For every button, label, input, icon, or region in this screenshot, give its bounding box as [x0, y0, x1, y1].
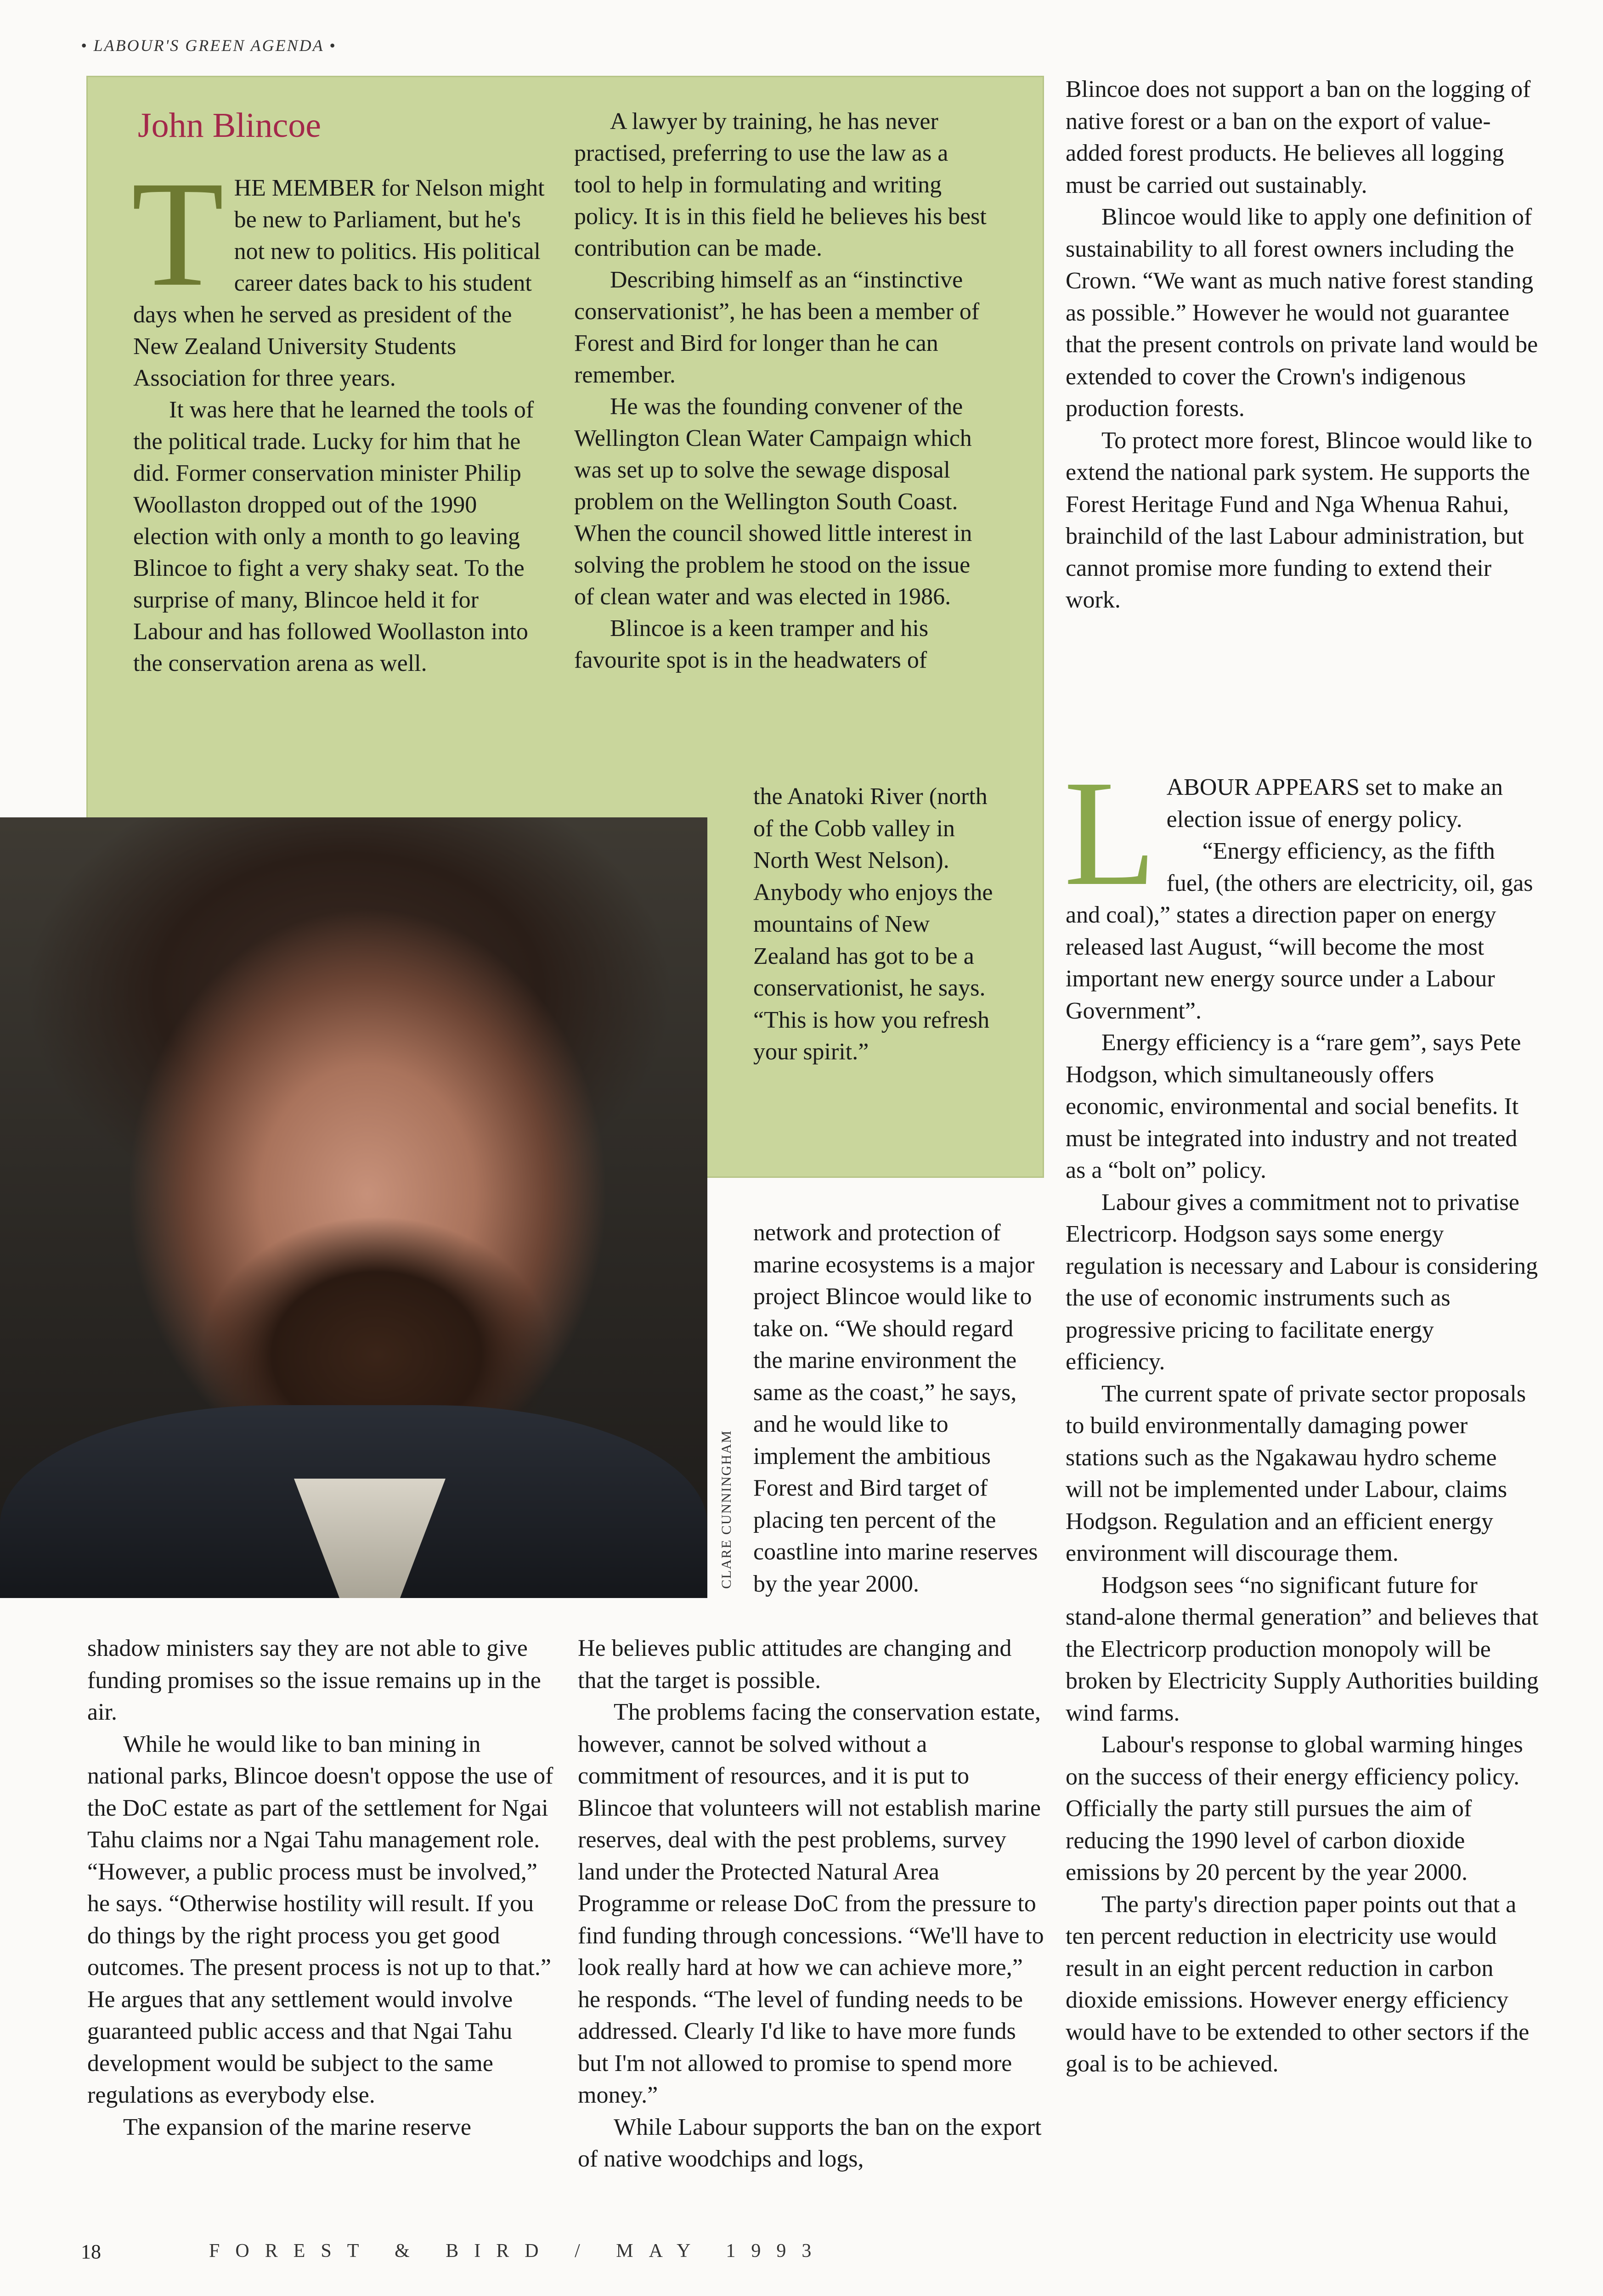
energy-paragraph: “Energy efficiency, as the fifth fuel, (the others are electricity, oil, gas and coal),” states a direction paper on energy released last August, “will become the most important new energy source under a Labour Government”. — [1066, 838, 1533, 1024]
sidebar-paragraph: It was here that he learned the tools of the political trade. Lucky for him that he did. Former conservation minister Philip Woollaston dropped out of the 1990 election with only a month to go leaving Blincoe to fight a very shaky seat. To the surprise of many, Blincoe held it for Labour and has followed Woollaston into the conservation arena as well. — [133, 397, 534, 676]
energy-paragraph: The party's direction paper points out that a ten percent reduction in electricity use would result in an eight percent reduction in carbon dioxide emissions. However energy efficiency would have to be extended to other sectors if the goal is to be achieved. — [1066, 1891, 1530, 2077]
sidebar-paragraph: HE MEMBER for Nelson might be new to Parliament, but he's not new to politics. His political career dates back to his student days when he served as president of the New Zealand University Students Association for three years. — [133, 175, 545, 391]
body-column-middle-narrow — [753, 1217, 1047, 1600]
body-paragraph: Blincoe does not support a ban on the logging of native forest or a ban on the export of value-added forest products. He believes all logging must be carried out sustainably. — [1066, 76, 1531, 198]
running-header: • LABOUR'S GREEN AGENDA • — [81, 36, 337, 55]
energy-paragraph: Hodgson sees “no significant future for stand-alone thermal generation” and believes that the Electricorp production monopoly will be broken by Electricity Supply Authorities building wind farms. — [1066, 1572, 1539, 1726]
body-column-left — [87, 1632, 560, 2143]
sidebar-paragraph: A lawyer by training, he has never practised, preferring to use the law as a tool to help in formulating and writing policy. It is in this field he believes his best contribution can be made. — [574, 108, 987, 261]
sidebar-paragraph: He was the founding convener of the Wellington Clean Water Campaign which was set up to solve the sewage disposal problem on the Wellington South Coast. When the council showed little interest in solving the problem he stood on the issue of clean water and was elected in 1986. — [574, 394, 972, 610]
energy-paragraph: Energy efficiency is a “rare gem”, says Pete Hodgson, which simultaneously offers economic, environmental and social benefits. It must be integrated into industry and not treated as a “bolt on” policy. — [1066, 1030, 1521, 1183]
dropcap-l: L — [1064, 749, 1157, 917]
page-number: 18 — [81, 2240, 101, 2263]
body-paragraph: The expansion of the marine reserve — [123, 2114, 472, 2140]
sidebar-paragraph: Blincoe is a keen tramper and his favourite spot is in the headwaters of — [574, 615, 929, 673]
body-paragraph: shadow ministers say they are not able to give funding promises so the issue remains up in the air. — [87, 1635, 541, 1725]
body-column-right-top — [1066, 73, 1539, 616]
portrait-photo — [0, 817, 707, 1598]
energy-paragraph: ABOUR APPEARS set to make an election issue of energy policy. — [1166, 774, 1503, 833]
energy-paragraph: Labour gives a commitment not to privatise Electricorp. Hodgson says some energy regulation is necessary and Labour is considering the use of economic instruments such as progressive pricing to facilitate energy efficiency. — [1066, 1189, 1538, 1375]
dropcap-t: T — [131, 150, 224, 318]
body-paragraph: Blincoe would like to apply one definition of sustainability to all forest owners including the Crown. “We want as much native forest standing as possible.” However he would not guarantee that the present controls on private land would be extended to cover the Crown's indigenous production forests. — [1066, 204, 1538, 422]
sidebar-column-1 — [131, 150, 549, 679]
magazine-footer-title: FOREST & BIRD / MAY 1993 — [209, 2240, 827, 2262]
body-column-middle — [578, 1632, 1049, 2175]
body-paragraph: network and protection of marine ecosystems is a major project Blincoe would like to take on. “We should regard the marine environment the same as the coast,” he says, and he would like to implement the ambitious Forest and Bird target of placing ten percent of the coastline into marine reserves by the year 2000. — [753, 1220, 1038, 1597]
body-paragraph: He believes public attitudes are changing and that the target is possible. — [578, 1635, 1012, 1694]
body-paragraph: While he would like to ban mining in national parks, Blincoe doesn't oppose the use of the DoC estate as part of the settlement for Ngai Tahu claims nor a Ngai Tahu management role. “However, a public process must be involved,” he says. “Otherwise hostility will result. If you do things by the right process you get good outcomes. The present process is not up to that.” He argues that any settlement would involve guaranteed public access and that Ngai Tahu development would be subject to the same regulations as everybody else. — [87, 1731, 553, 2108]
energy-paragraph: Labour's response to global warming hinges on the success of their energy efficiency policy. Officially the party still pursues the aim of reducing the 1990 level of carbon dioxide emissions by 20 percent by the year 2000. — [1066, 1732, 1523, 1885]
sidebar-column-2-narrow — [753, 781, 1001, 1068]
sidebar-paragraph: the Anatoki River (north of the Cobb valley in North West Nelson). Anybody who enjoys the mountains of New Zealand has got to be a conservationist, he says. “This is how you refresh your spirit.” — [753, 783, 993, 1065]
body-paragraph: To protect more forest, Blincoe would like to extend the national park system. He supports the Forest Heritage Fund and Nga Whenua Rahui, brainchild of the last Labour administration, but cannot promise more funding to extend their work. — [1066, 427, 1532, 613]
energy-article — [1064, 749, 1539, 2080]
sidebar-column-2 — [574, 106, 988, 676]
sidebar-paragraph: Describing himself as an “instinctive conservationist”, he has been a member of Forest and Bird for longer than he can remember. — [574, 267, 980, 388]
body-paragraph: While Labour supports the ban on the export of native woodchips and logs, — [578, 2114, 1042, 2172]
sidebar-title: John Blincoe — [138, 106, 321, 145]
photo-credit: CLARE CUNNINGHAM — [719, 1429, 734, 1589]
energy-paragraph: The current spate of private sector proposals to build environmentally damaging power stations such as the Ngakawau hydro scheme will not be implemented under Labour, claims Hodgson. Regulation and an efficient energy environment will discourage them. — [1066, 1380, 1526, 1566]
body-paragraph: The problems facing the conservation estate, however, cannot be solved without a commitment of resources, and it is put to Blincoe that volunteers will not establish marine reserves, deal with the pest problems, survey land under the Protected Natural Area Programme or release DoC from the pressure to find funding through concessions. “We'll have to look really hard at how we can achieve more,” he responds. “The level of funding needs to be addressed. Clearly I'd like to have more funds but I'm not allowed to promise to spend more money.” — [578, 1699, 1044, 2108]
